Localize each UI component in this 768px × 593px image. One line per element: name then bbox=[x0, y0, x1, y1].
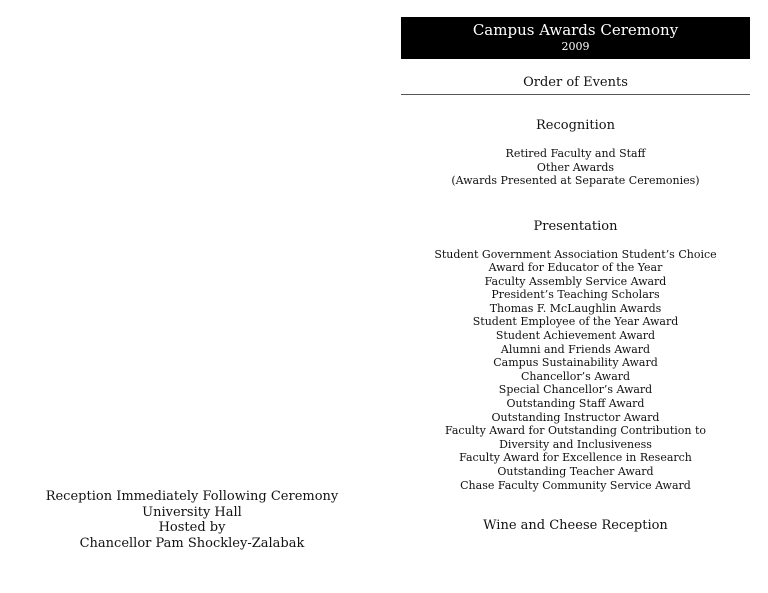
reception-line: University Hall bbox=[142, 504, 242, 520]
order-of-events-heading: Order of Events bbox=[401, 75, 750, 95]
ceremony-title: Campus Awards Ceremony bbox=[472, 21, 679, 39]
program-panel bbox=[401, 17, 750, 534]
list-item: Campus Sustainability Award bbox=[493, 356, 658, 370]
reception-line: Reception Immediately Following Ceremony bbox=[45, 489, 339, 504]
list-item: Faculty Assembly Service Award bbox=[484, 274, 667, 288]
list-item: Outstanding Staff Award bbox=[506, 397, 645, 411]
list-item: Diversity and Inclusiveness bbox=[499, 437, 652, 451]
presentation-list bbox=[401, 248, 750, 493]
wine-reception-heading: Wine and Cheese Reception bbox=[483, 518, 668, 534]
ceremony-year: 2009 bbox=[561, 40, 590, 53]
list-item: Retired Faculty and Staff bbox=[505, 147, 646, 160]
list-item: President’s Teaching Scholars bbox=[491, 288, 660, 302]
list-item: Student Achievement Award bbox=[495, 329, 656, 343]
recognition-list bbox=[401, 147, 750, 188]
list-item: Faculty Award for Outstanding Contribution to bbox=[444, 424, 707, 438]
title-banner bbox=[401, 17, 750, 59]
list-item: Other Awards bbox=[536, 160, 615, 174]
list-item: Special Chancellor’s Award bbox=[498, 383, 653, 397]
list-item: Outstanding Teacher Award bbox=[497, 465, 654, 478]
list-item: Thomas F. McLaughlin Awards bbox=[489, 301, 662, 315]
recognition-heading: Recognition bbox=[535, 118, 616, 133]
list-item: Alumni and Friends Award bbox=[500, 342, 651, 356]
reception-line: Chancellor Pam Shockley-Zalabak bbox=[79, 535, 305, 551]
list-item: Chancellor’s Award bbox=[520, 369, 631, 383]
list-item: Faculty Award for Excellence in Research bbox=[459, 451, 692, 465]
reception-info bbox=[40, 489, 344, 551]
list-item: Chase Faculty Community Service Award bbox=[460, 478, 691, 492]
list-item: Outstanding Instructor Award bbox=[491, 410, 660, 424]
list-item: (Awards Presented at Separate Ceremonies) bbox=[451, 174, 700, 187]
list-item: Award for Educator of the Year bbox=[488, 261, 663, 275]
presentation-heading: Presentation bbox=[533, 218, 618, 234]
list-item: Student Government Association Student’s Choice bbox=[434, 247, 717, 261]
list-item: Student Employee of the Year Award bbox=[472, 315, 679, 329]
reception-line: Hosted by bbox=[158, 520, 226, 535]
